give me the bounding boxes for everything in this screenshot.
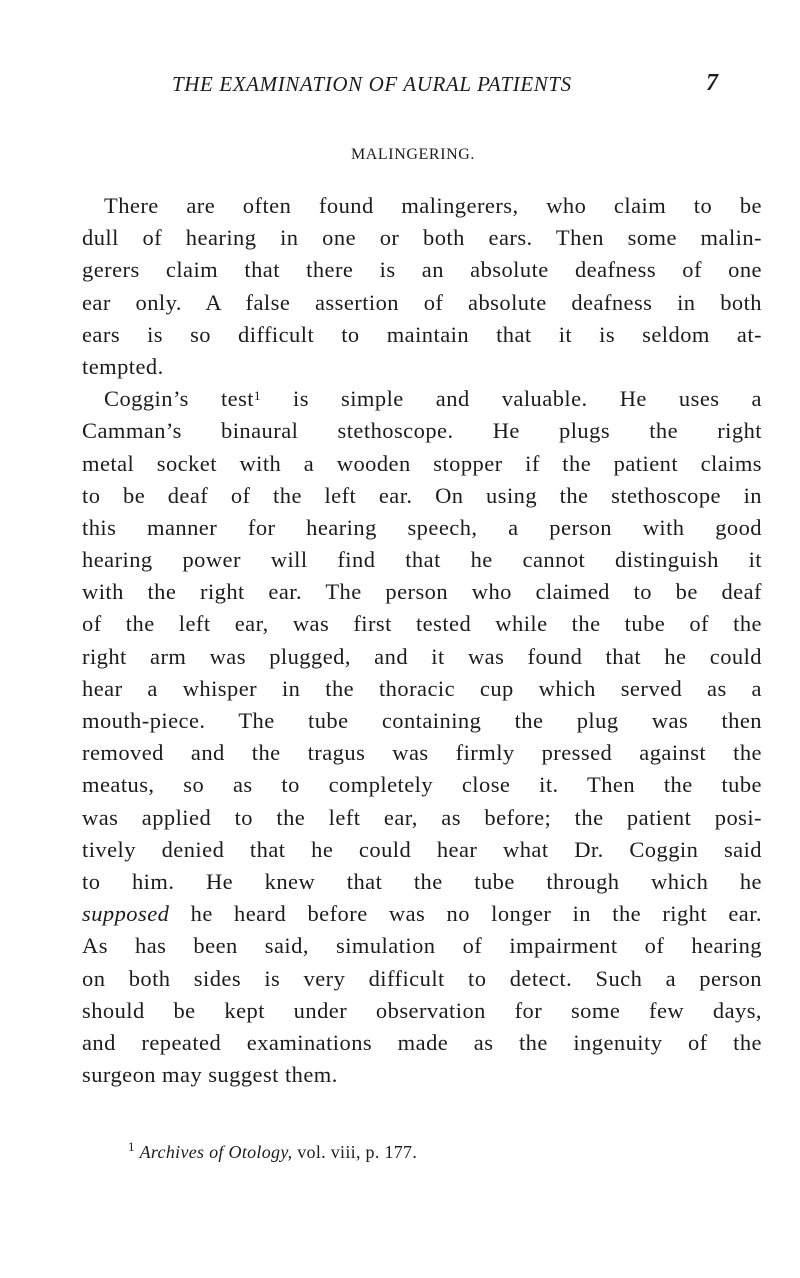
paragraph-line: meatus, so as to completely close it. Then the tube — [82, 772, 762, 798]
paragraph-line: metal socket with a wooden stopper if the patient claims — [82, 450, 762, 476]
paragraph-line: ear only. A false assertion of absolute deafness in both — [82, 289, 762, 315]
paragraph-line: on both sides is very difficult to detect. Such a person — [82, 965, 762, 991]
paragraph-line: surgeon may suggest them. — [82, 1062, 338, 1088]
line-text: is simple and valuable. He uses a — [260, 386, 762, 412]
paragraph-line: Camman’s binaural stethoscope. He plugs the right — [82, 418, 762, 444]
paragraph-line: hearing power will find that he cannot distinguish it — [82, 547, 762, 573]
paragraph-line: and repeated examinations made as the ingenuity of the — [82, 1029, 762, 1055]
paragraph-line: was applied to the left ear, as before; the patient posi- — [82, 804, 762, 830]
footnote — [128, 1139, 418, 1163]
section-heading: MALINGERING. — [350, 146, 476, 163]
paragraph-line: removed and the tragus was firmly pressed against the — [82, 740, 762, 766]
footnote-marker: 1 — [128, 1139, 135, 1154]
paragraph-line: As has been said, simulation of impairment of hearing — [82, 933, 762, 959]
footnote-citation: vol. viii, p. 177. — [292, 1142, 418, 1162]
paragraph-line-with-emphasis — [82, 898, 762, 930]
paragraph-line: ears is so difficult to maintain that it is seldom at- — [82, 321, 762, 347]
paragraph-line-with-footnote-ref — [82, 383, 762, 415]
line-text: he heard before was no longer in the right ear. — [169, 901, 762, 927]
paragraph-line: There are often found malingerers, who claim to be — [104, 193, 762, 218]
paragraph-line: tempted. — [82, 353, 164, 379]
paragraph-line: dull of hearing in one or both ears. Then some malin- — [82, 225, 762, 251]
paragraph-line: of the left ear, was first tested while the tube of the — [82, 611, 762, 637]
line-text: Coggin’s test — [104, 386, 254, 412]
paragraph-line: right arm was plugged, and it was found that he could — [82, 643, 762, 669]
page-number: 7 — [706, 70, 718, 96]
paragraph-line: to be deaf of the left ear. On using the stethoscope in — [82, 482, 762, 508]
paragraph-line: mouth-piece. The tube containing the plug was then — [82, 708, 762, 733]
footnote-journal: Archives of Otology, — [139, 1142, 293, 1162]
paragraph-line: with the right ear. The person who claimed to be deaf — [82, 579, 762, 605]
emphasized-word: supposed — [82, 901, 170, 927]
paragraph-line: hear a whisper in the thoracic cup which served as a — [82, 675, 762, 701]
body-text — [82, 190, 762, 1091]
paragraph-line: should be kept under observation for some few days, — [82, 997, 762, 1023]
paragraph-line: to him. He knew that the tube through which he — [82, 868, 762, 894]
running-head-title: THE EXAMINATION OF AURAL PATIENTS — [172, 72, 572, 96]
footnote-reference: 1 — [254, 388, 261, 404]
paragraph-line: tively denied that he could hear what Dr. Coggin said — [82, 836, 762, 862]
paragraph-line: gerers claim that there is an absolute deafness of one — [82, 257, 762, 283]
paragraph-line: this manner for hearing speech, a person with good — [82, 514, 762, 540]
